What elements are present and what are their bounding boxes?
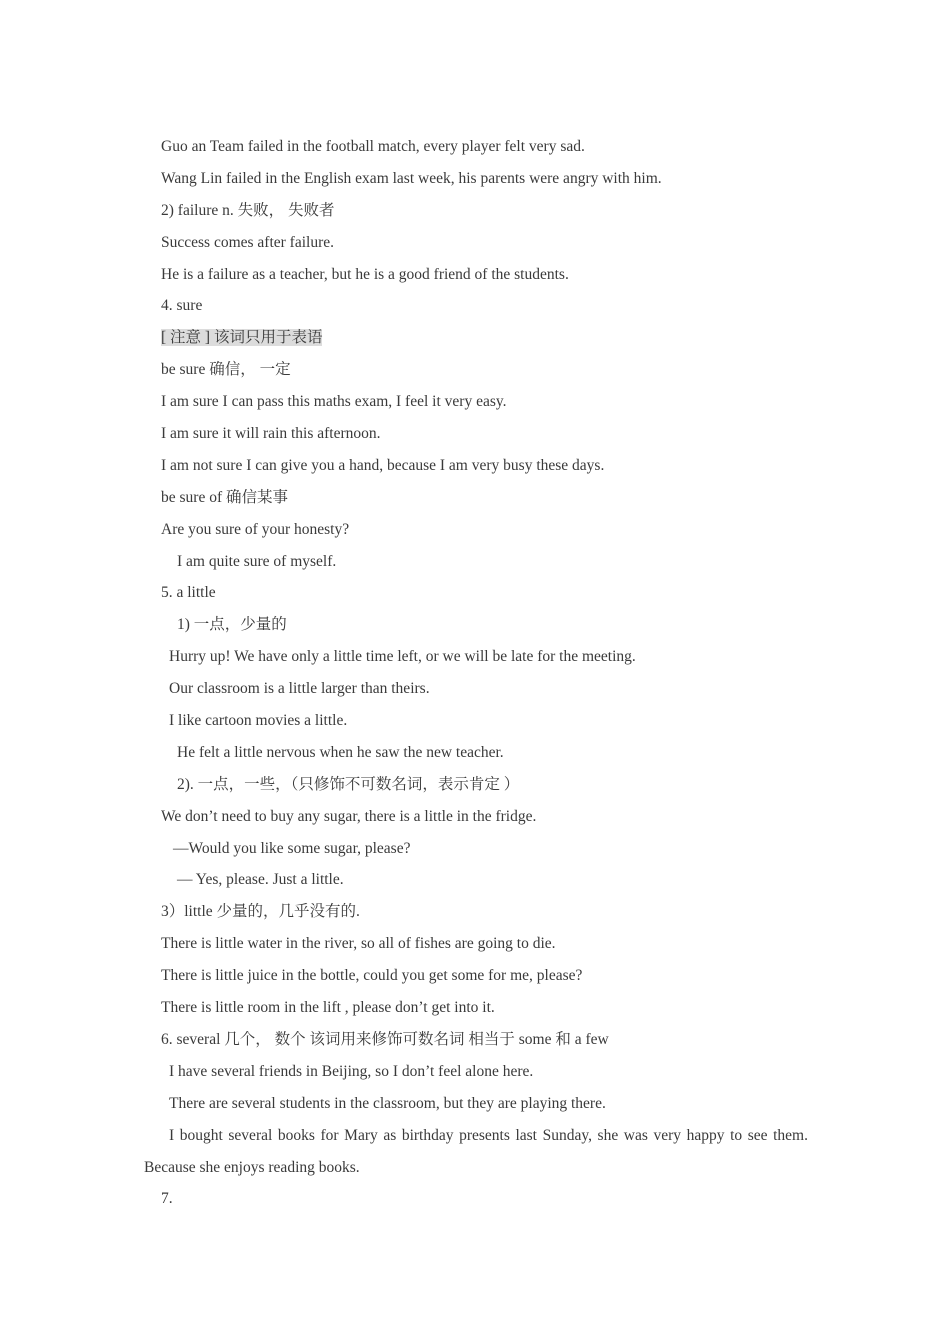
text-line: 2) failure n. 失败， 失败者 xyxy=(161,201,335,219)
text-line: be sure of 确信某事 xyxy=(161,488,288,506)
section-heading: 5. a little xyxy=(161,584,216,602)
text-line: I am quite sure of myself. xyxy=(177,552,337,570)
section-heading: 7. xyxy=(161,1190,173,1208)
text-line: There are several students in the classroom, but they are playing there. xyxy=(169,1094,606,1112)
text-line: There is little water in the river, so all of fishes are going to die. xyxy=(161,935,556,953)
text-line: I like cartoon movies a little. xyxy=(169,712,348,730)
text-line: We don’t need to buy any sugar, there is a little in the fridge. xyxy=(161,807,537,825)
text-line: — Yes, please. Just a little. xyxy=(177,871,344,889)
section-heading: 4. sure xyxy=(161,297,203,315)
section-heading: 6. several 几个， 数个 该词用来修饰可数名词 相当于 some 和 a few xyxy=(161,1030,609,1048)
text-line: —Would you like some sugar, please? xyxy=(173,839,411,857)
text-line: I am sure I can pass this maths exam, I feel it very easy. xyxy=(161,393,507,411)
note-line xyxy=(144,322,808,354)
text-line: Success comes after failure. xyxy=(161,233,335,251)
text-paragraph: I bought several books for Mary as birthday presents last Sunday, she was very happy to see them. Because she enjoys reading books. xyxy=(144,1126,808,1176)
text-line: 1) 一点，少量的 xyxy=(177,616,287,634)
text-line: 3）little 少量的，几乎没有的. xyxy=(161,903,360,921)
text-line: He felt a little nervous when he saw the new teacher. xyxy=(177,743,504,761)
text-line: I am not sure I can give you a hand, because I am very busy these days. xyxy=(161,456,605,474)
text-line: Are you sure of your honesty? xyxy=(161,520,350,538)
text-line: He is a failure as a teacher, but he is a good friend of the students. xyxy=(161,265,569,283)
text-line: I am sure it will rain this afternoon. xyxy=(161,425,381,443)
text-line: Hurry up! We have only a little time left, or we will be late for the meeting. xyxy=(169,648,636,666)
text-line: Wang Lin failed in the English exam last week, his parents were angry with him. xyxy=(161,169,662,187)
text-line: Our classroom is a little larger than theirs. xyxy=(169,680,430,698)
text-line: There is little juice in the bottle, could you get some for me, please? xyxy=(161,967,583,985)
document-body xyxy=(144,131,808,1215)
text-line: Guo an Team failed in the football match, every player felt very sad. xyxy=(161,138,585,155)
text-line: 2). 一点，一些，（只修饰不可数名词，表示肯定 ） xyxy=(177,775,520,793)
text-line: be sure 确信， 一定 xyxy=(161,361,291,379)
text-line: There is little room in the lift , please don’t get into it. xyxy=(161,999,495,1017)
text-line: I have several friends in Beijing, so I don’t feel alone here. xyxy=(169,1062,534,1080)
highlighted-note: [ 注意 ] 该词只用于表语 xyxy=(161,329,323,347)
